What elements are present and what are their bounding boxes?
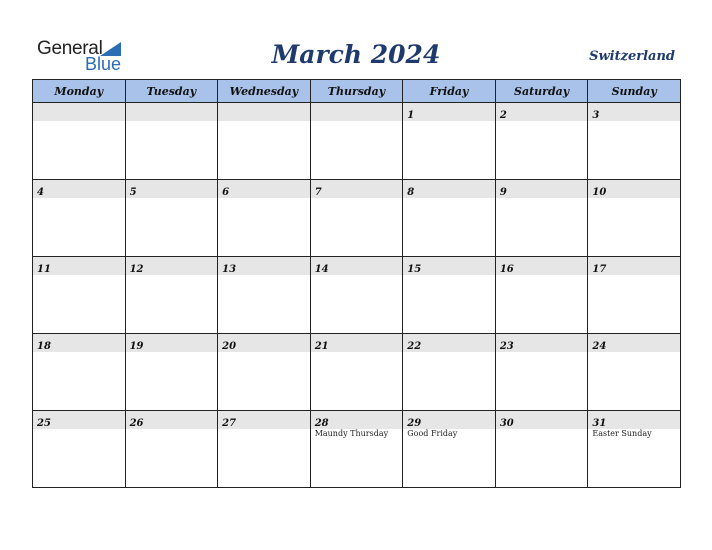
day-cell[interactable] (125, 334, 218, 411)
day-number (311, 110, 315, 121)
day-cell[interactable] (588, 103, 681, 180)
day-cell[interactable] (495, 411, 588, 488)
day-cell[interactable] (495, 257, 588, 334)
day-cell[interactable] (33, 180, 126, 257)
weekday-header-row (33, 80, 681, 103)
weekday-saturday: Saturday (495, 80, 588, 103)
day-number-bar (588, 411, 680, 429)
day-number: 16 (499, 264, 514, 275)
week-row (33, 411, 681, 488)
weekday-monday: Monday (33, 80, 126, 103)
holiday-label: Maundy Thursday (314, 429, 389, 438)
day-number-bar (588, 180, 680, 198)
day-number-bar (403, 180, 495, 198)
day-cell[interactable] (403, 103, 496, 180)
day-cell[interactable] (310, 334, 403, 411)
day-number-bar (496, 257, 588, 275)
day-number-bar (496, 411, 588, 429)
day-number-bar (126, 103, 218, 121)
day-number: 1 (407, 110, 415, 121)
day-number-bar (33, 180, 125, 198)
day-number-bar (126, 180, 218, 198)
day-cell[interactable] (403, 411, 496, 488)
day-number-bar (311, 257, 403, 275)
day-number-bar (403, 257, 495, 275)
day-cell[interactable] (403, 334, 496, 411)
day-number-bar (218, 257, 310, 275)
day-cell[interactable] (588, 257, 681, 334)
day-number: 11 (37, 264, 51, 275)
day-number-bar (126, 334, 218, 352)
weekday-sunday: Sunday (588, 80, 681, 103)
day-number-bar (496, 103, 588, 121)
week-row (33, 257, 681, 334)
day-number: 24 (592, 341, 607, 352)
day-number-bar (588, 257, 680, 275)
day-number-bar (33, 257, 125, 275)
day-number: 17 (592, 264, 607, 275)
day-cell[interactable] (33, 334, 126, 411)
day-number (218, 110, 222, 121)
calendar-title: March 2024 (271, 40, 441, 69)
holiday-label: Easter Sunday (592, 429, 652, 438)
logo-text-general: General (37, 38, 103, 59)
day-number: 25 (37, 418, 51, 429)
logo-text-blue: Blue (85, 54, 122, 74)
day-number: 3 (592, 110, 600, 121)
day-number-bar (218, 334, 310, 352)
day-cell[interactable] (495, 103, 588, 180)
day-number (33, 110, 37, 121)
day-number: 6 (222, 187, 230, 198)
day-cell[interactable] (403, 180, 496, 257)
weekday-thursday: Thursday (310, 80, 403, 103)
day-cell[interactable] (33, 103, 126, 180)
day-number-bar (403, 334, 495, 352)
day-number: 15 (407, 264, 422, 275)
day-cell[interactable] (310, 180, 403, 257)
day-number (126, 110, 130, 121)
day-number: 27 (222, 418, 237, 429)
week-row (33, 103, 681, 180)
day-cell[interactable] (125, 180, 218, 257)
day-number-bar (403, 103, 495, 121)
day-number-bar (33, 103, 125, 121)
day-number-bar (311, 180, 403, 198)
day-cell[interactable] (33, 411, 126, 488)
day-number: 29 (407, 418, 422, 429)
day-cell[interactable] (495, 334, 588, 411)
calendar-grid (32, 79, 681, 488)
day-cell[interactable] (218, 257, 311, 334)
day-cell[interactable] (218, 334, 311, 411)
day-number-bar (311, 411, 403, 429)
day-cell[interactable] (403, 257, 496, 334)
weekday-tuesday: Tuesday (125, 80, 218, 103)
day-number: 26 (129, 418, 144, 429)
day-number-bar (588, 103, 680, 121)
day-number-bar (218, 411, 310, 429)
week-row (33, 180, 681, 257)
day-number: 4 (37, 187, 44, 198)
weekday-wednesday: Wednesday (218, 80, 311, 103)
day-number-bar (403, 411, 495, 429)
day-number: 18 (37, 341, 51, 352)
country-label: Switzerland (589, 49, 675, 64)
day-number: 21 (314, 341, 329, 352)
day-number-bar (218, 103, 310, 121)
day-number-bar (311, 103, 403, 121)
day-cell[interactable] (588, 180, 681, 257)
day-cell[interactable] (310, 411, 403, 488)
day-number: 23 (499, 341, 514, 352)
day-number-bar (496, 334, 588, 352)
weekday-friday: Friday (403, 80, 496, 103)
day-number: 8 (407, 187, 415, 198)
day-number-bar (496, 180, 588, 198)
day-number-bar (218, 180, 310, 198)
day-number: 9 (499, 187, 507, 198)
day-number: 13 (222, 264, 237, 275)
day-cell[interactable] (125, 257, 218, 334)
day-cell[interactable] (588, 411, 681, 488)
day-number: 20 (222, 341, 237, 352)
day-number: 31 (592, 418, 607, 429)
day-number-bar (126, 257, 218, 275)
day-number: 22 (407, 341, 422, 352)
day-number: 30 (499, 418, 514, 429)
day-cell[interactable] (310, 257, 403, 334)
day-number: 2 (499, 110, 507, 121)
day-number: 14 (314, 264, 329, 275)
day-number: 7 (314, 187, 322, 198)
day-number-bar (126, 411, 218, 429)
day-cell[interactable] (310, 103, 403, 180)
day-number: 12 (129, 264, 144, 275)
day-cell[interactable] (218, 180, 311, 257)
day-number: 5 (129, 187, 137, 198)
day-number-bar (311, 334, 403, 352)
day-number: 28 (314, 418, 329, 429)
day-number-bar (33, 334, 125, 352)
week-row (33, 334, 681, 411)
day-cell[interactable] (218, 411, 311, 488)
day-number-bar (33, 411, 125, 429)
day-cell[interactable] (125, 103, 218, 180)
day-cell[interactable] (588, 334, 681, 411)
day-cell[interactable] (218, 103, 311, 180)
day-number: 10 (592, 187, 607, 198)
day-cell[interactable] (33, 257, 126, 334)
day-cell[interactable] (125, 411, 218, 488)
holiday-label: Good Friday (407, 429, 458, 438)
calendar-body (33, 103, 681, 488)
day-number: 19 (129, 341, 144, 352)
day-cell[interactable] (495, 180, 588, 257)
day-number-bar (588, 334, 680, 352)
